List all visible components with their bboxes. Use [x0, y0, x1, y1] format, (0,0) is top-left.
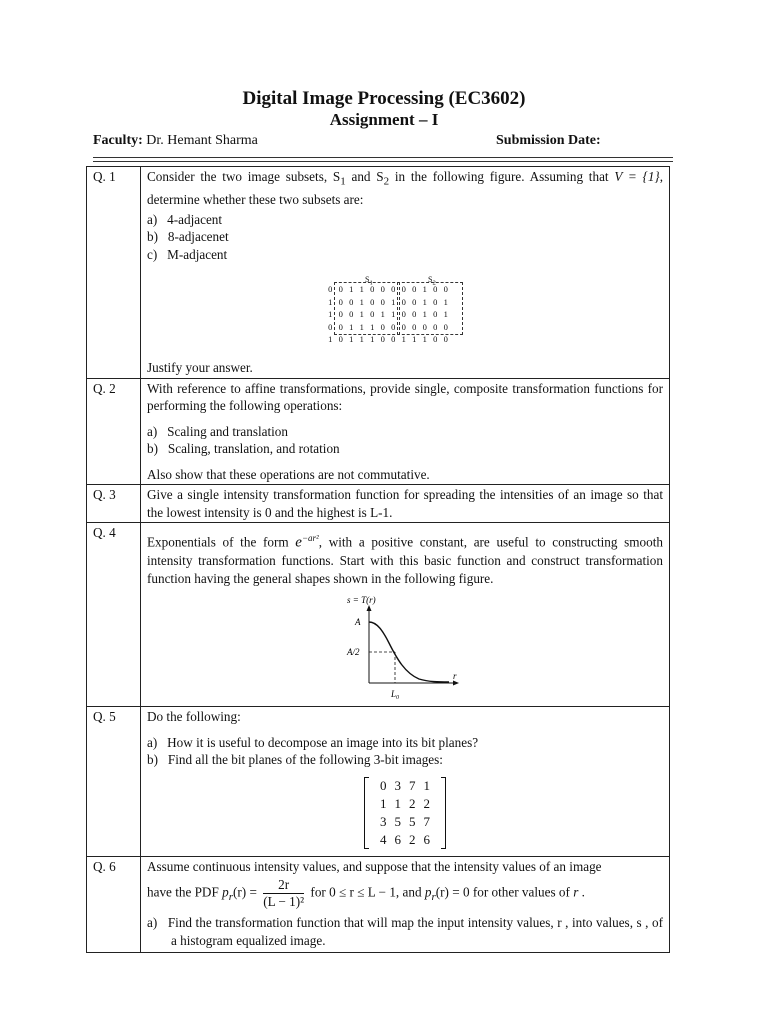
grid-cell: 1: [422, 296, 427, 307]
grid-cell: 0: [433, 321, 438, 332]
grid-cell: 0: [380, 334, 385, 345]
grid-cell: 0: [349, 296, 354, 307]
matrix-cell: 3: [394, 777, 401, 793]
question-closing: Justify your answer.: [147, 360, 253, 376]
grid-cell: 0: [433, 309, 438, 320]
grid-cell: 1: [380, 309, 385, 320]
label-a: A: [355, 617, 361, 628]
x-axis-arrow: [453, 681, 459, 686]
question-body: [141, 523, 670, 707]
matrix-cell: 5: [409, 813, 416, 829]
grid-cell: 0: [338, 296, 343, 307]
label-a-half: A/2: [347, 647, 360, 658]
grid-cell: 0: [433, 284, 438, 295]
subset-s2-box: [397, 282, 463, 335]
matrix-row: [376, 795, 434, 813]
option-item: a) How it is useful to decompose an image into its bit planes?: [147, 734, 479, 750]
questions-table: [86, 166, 670, 953]
subset-s1-box: [334, 282, 400, 335]
grid-cell: 1: [328, 334, 333, 345]
question-number: Q. 1: [87, 167, 141, 379]
question-text: Do the following:: [147, 709, 241, 725]
question-body: [141, 167, 670, 379]
grid-cell: 0: [338, 334, 343, 345]
grid-cell: 0: [338, 309, 343, 320]
transformation-curve-figure: [345, 593, 465, 703]
grid-cell: 1: [359, 309, 364, 320]
grid-cell: 0: [391, 334, 396, 345]
page-subtitle: Assignment – I: [329, 110, 439, 129]
adjacency-figure: [325, 271, 485, 355]
matrix-cell: 3: [380, 813, 387, 829]
grid-cell: 0: [391, 321, 396, 332]
pdf-fraction: $\frac{2r}{\text{(L − 1)²}}$: [263, 877, 305, 910]
label-s2: $S_2$: [428, 275, 436, 287]
grid-cell: 0: [443, 334, 448, 345]
grid-cell: 1: [422, 334, 427, 345]
matrix-cell: 2: [423, 795, 430, 811]
grid-cell: 1: [422, 284, 427, 295]
matrix-cell: 1: [423, 777, 430, 793]
faculty-line: [93, 133, 258, 149]
option-item: b) 8-adjacenet: [147, 229, 229, 245]
grid-cell: 0: [433, 334, 438, 345]
grid-cell: 0: [401, 321, 406, 332]
option-list: [147, 423, 663, 458]
question-text: With reference to affine transformations, provide single, composite transformation functions for performing the following operations:: [147, 380, 663, 414]
option-item: a) 4-adjacent: [147, 211, 223, 227]
question-number: Q. 4: [87, 523, 141, 707]
matrix-cell: 7: [423, 813, 430, 829]
curve-xlabel: r: [453, 671, 457, 682]
matrix-cell: 1: [394, 795, 401, 811]
question-row: [87, 856, 670, 953]
grid-cell: 0: [422, 321, 427, 332]
curve-ylabel: s = T(r): [347, 595, 376, 606]
matrix-right-bracket: [441, 777, 446, 849]
question-text: Assume continuous intensity values, and suppose that the intensity values of an image: [147, 858, 602, 874]
grid-cell: 0: [391, 284, 396, 295]
bit-matrix-grid: [376, 777, 434, 849]
matrix-cell: 6: [394, 831, 401, 847]
matrix-row: [376, 813, 434, 831]
grid-cell: 0: [401, 309, 406, 320]
grid-cell: 0: [401, 284, 406, 295]
question-number: Q. 5: [87, 707, 141, 857]
question-row: [87, 485, 670, 523]
grid-cell: 1: [370, 334, 375, 345]
matrix-cell: 1: [380, 795, 387, 811]
grid-cell: 1: [359, 321, 364, 332]
grid-cell: 1: [359, 334, 364, 345]
grid-cell: 0: [443, 284, 448, 295]
grid-cell: 0: [370, 309, 375, 320]
grid-cell: 0: [443, 321, 448, 332]
grid-cell: 0: [412, 321, 417, 332]
grid-cell: 1: [359, 296, 364, 307]
grid-cell: 0: [412, 284, 417, 295]
question-number: Q. 3: [87, 485, 141, 523]
header-divider: [93, 157, 673, 158]
grid-cell: 0: [401, 296, 406, 307]
grid-cell: 0: [380, 321, 385, 332]
matrix-row: [376, 831, 434, 849]
grid-cell: 1: [412, 334, 417, 345]
option-list: [147, 211, 663, 264]
label-s1: $S_1$: [365, 275, 373, 287]
question-text: Consider the two image subsets, $S_1$ and $S_2$ in the following figure. Assuming that V = {1}, determine whether these two subsets are:: [147, 169, 663, 208]
submission-date-label: Submission Date:: [496, 133, 601, 148]
faculty-name: Dr. Hemant Sharma: [146, 133, 258, 148]
question-row: [87, 378, 670, 485]
grid-cell: 0: [338, 284, 343, 295]
question-number: Q. 2: [87, 378, 141, 485]
page-title: Digital Image Processing (EC3602): [242, 88, 526, 109]
question-body: [141, 378, 670, 485]
matrix-cell: 4: [380, 831, 387, 847]
grid-cell: 0: [412, 309, 417, 320]
matrix-cell: 6: [423, 831, 430, 847]
option-list: [147, 734, 663, 769]
grid-cell: 0: [380, 284, 385, 295]
question-row: [87, 707, 670, 857]
matrix-left-bracket: [364, 777, 369, 849]
grid-cell: 0: [328, 284, 333, 295]
faculty-label: Faculty:: [93, 133, 143, 148]
grid-cell: 1: [401, 334, 406, 345]
grid-cell: 0: [338, 321, 343, 332]
grid-cell: 1: [370, 321, 375, 332]
matrix-cell: 2: [409, 795, 416, 811]
label-l0: $L_0$: [391, 689, 400, 702]
grid-cell: 1: [359, 284, 364, 295]
grid-cell: 1: [328, 296, 333, 307]
question-body: [141, 485, 670, 523]
grid-cell: 1: [349, 284, 354, 295]
option-item: b) Scaling, translation, and rotation: [147, 441, 340, 457]
grid-cell: 1: [349, 334, 354, 345]
grid-cell: 1: [391, 296, 396, 307]
question-row: [87, 167, 670, 379]
grid-cell: 1: [422, 309, 427, 320]
option-item: a) Scaling and translation: [147, 423, 288, 439]
grid-cell: 1: [443, 309, 448, 320]
matrix-cell: 5: [394, 813, 401, 829]
question-text: Give a single intensity transformation function for spreading the intensities of an image so that the lowest intensity is 0 and the highest is L-1.: [147, 487, 663, 520]
option-item: c) M-adjacent: [147, 246, 228, 262]
pdf-line: have the PDF $p_r(r)$ = $\frac{2r}{\text{(L − 1)²}}$ for 0 ≤ r ≤ L − 1, and $p_r(r) = 0$ for other values of r .: [147, 877, 585, 910]
option-list: [147, 914, 663, 949]
y-axis-arrow: [367, 605, 372, 611]
grid-cell: 1: [349, 321, 354, 332]
question-text: Exponentials of the form $e^{-ar^2}$, with a positive constant, are useful to constructing smooth intensity transformation functions. Start with this basic function and construct transformation function having the general shapes shown in the following figure.: [147, 533, 663, 586]
matrix-cell: 2: [409, 831, 416, 847]
grid-cell: 0: [370, 284, 375, 295]
matrix-cell: 0: [380, 777, 387, 793]
option-item: b) Find all the bit planes of the following 3-bit images:: [147, 752, 443, 768]
question-number: Q. 6: [87, 856, 141, 953]
question-body: [141, 856, 670, 953]
question-closing: Also show that these operations are not commutative.: [147, 466, 430, 482]
grid-cell: 0: [349, 309, 354, 320]
grid-cell: 0: [412, 296, 417, 307]
grid-cell: 1: [328, 309, 333, 320]
matrix-cell: 7: [409, 777, 416, 793]
option-item: a) Find the transformation function that will map the input intensity values, r , into values, s , of a histogram equalized image.: [147, 915, 663, 948]
matrix-row: [376, 777, 434, 795]
grid-cell: 0: [328, 321, 333, 332]
question-row: [87, 523, 670, 707]
header-divider-2: [93, 161, 673, 162]
grid-cell: 0: [380, 296, 385, 307]
grid-cell: 1: [443, 296, 448, 307]
bit-matrix: [364, 777, 446, 849]
question-body: [141, 707, 670, 857]
grid-cell: 1: [391, 309, 396, 320]
grid-cell: 0: [370, 296, 375, 307]
grid-cell: 0: [433, 296, 438, 307]
